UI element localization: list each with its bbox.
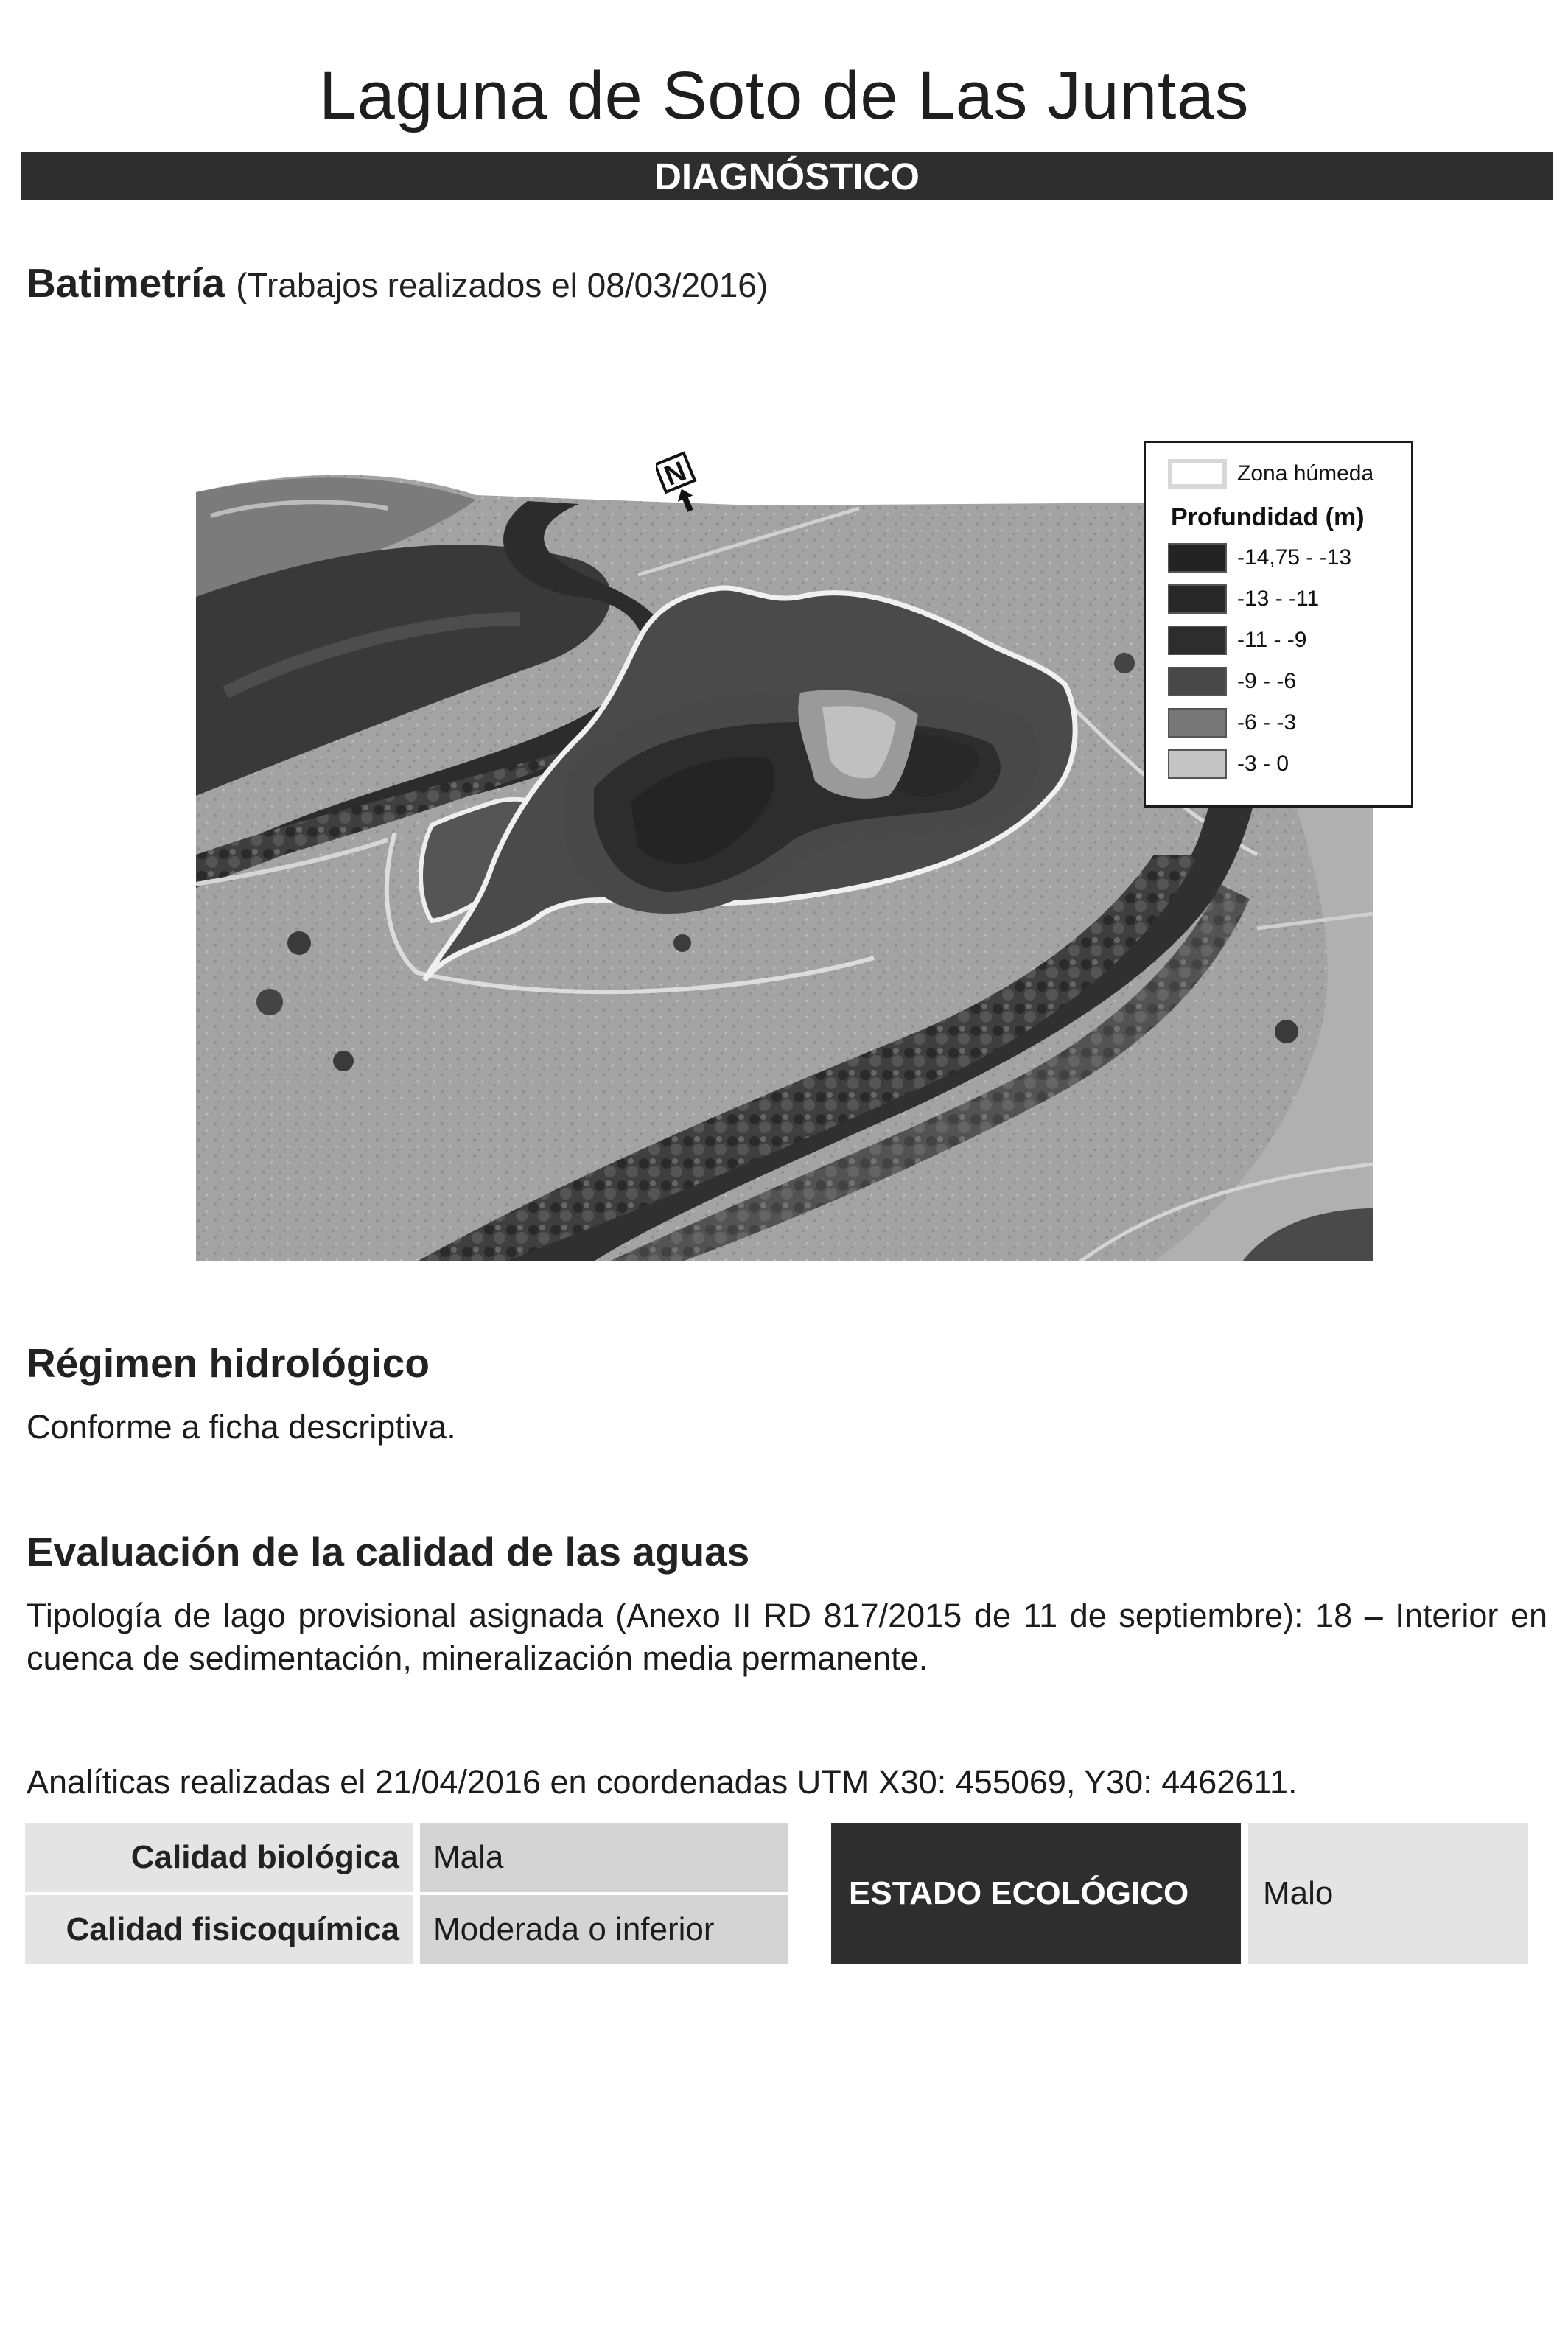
- legend-class-swatch: [1168, 749, 1227, 779]
- bathymetry-date: (Trabajos realizados el 08/03/2016): [236, 266, 769, 304]
- hydrology-heading: Régimen hidrológico: [27, 1340, 430, 1386]
- legend-class-label: -13 - -11: [1237, 586, 1320, 611]
- typology-text: Tipología de lago provisional asignada (Anexo II RD 817/2015 de 11 de septiembre): 18 – Interior en cuenca de sedimentación, mineralización media permanente.: [27, 1597, 1547, 1677]
- legend-zone-row: [1168, 458, 1373, 490]
- bio-quality-value: Mala: [420, 1823, 788, 1892]
- legend-class-row: [1168, 624, 1306, 656]
- legend-class-row: [1168, 542, 1351, 574]
- bio-quality-label: Calidad biológica: [25, 1823, 413, 1892]
- map-legend: [1144, 441, 1413, 808]
- legend-class-label: -3 - 0: [1237, 752, 1289, 776]
- north-arrow-icon: [656, 451, 704, 520]
- legend-class-label: -11 - -9: [1237, 628, 1307, 652]
- legend-class-label: -14,75 - -13: [1237, 545, 1352, 570]
- legend-class-swatch: [1168, 708, 1227, 738]
- phys-quality-label: Calidad fisicoquímica: [25, 1895, 413, 1964]
- legend-class-swatch: [1168, 626, 1227, 655]
- quality-heading: Evaluación de la calidad de las aguas: [27, 1529, 750, 1575]
- page-title: Laguna de Soto de Las Juntas: [318, 58, 1250, 133]
- legend-title: Profundidad (m): [1171, 503, 1365, 531]
- ecological-status-label: ESTADO ECOLÓGICO: [831, 1823, 1241, 1964]
- north-arrow-graphic: [656, 451, 704, 520]
- legend-class-row: [1168, 583, 1319, 615]
- legend-class-swatch: [1168, 584, 1227, 614]
- ecological-status-value: Malo: [1248, 1823, 1528, 1964]
- legend-zone-label: Zona húmeda: [1237, 461, 1374, 486]
- legend-class-row: [1168, 748, 1289, 780]
- section-band: DIAGNÓSTICO: [21, 152, 1553, 200]
- legend-class-swatch: [1168, 667, 1227, 696]
- hydrology-text: Conforme a ficha descriptiva.: [27, 1408, 456, 1446]
- legend-class-swatch: [1168, 543, 1227, 573]
- bathymetry-heading: [27, 259, 768, 307]
- bathymetry-title: Batimetría: [27, 260, 225, 306]
- north-label: N: [660, 455, 691, 492]
- phys-quality-value: Moderada o inferior: [420, 1895, 788, 1964]
- legend-class-row: [1168, 665, 1296, 698]
- legend-class-label: -9 - -6: [1237, 669, 1297, 693]
- legend-class-label: -6 - -3: [1237, 710, 1297, 735]
- legend-zone-swatch: [1168, 459, 1227, 489]
- legend-class-row: [1168, 707, 1296, 739]
- analysis-text: Analíticas realizadas el 21/04/2016 en coordenadas UTM X30: 455069, Y30: 4462611.: [27, 1763, 1298, 1801]
